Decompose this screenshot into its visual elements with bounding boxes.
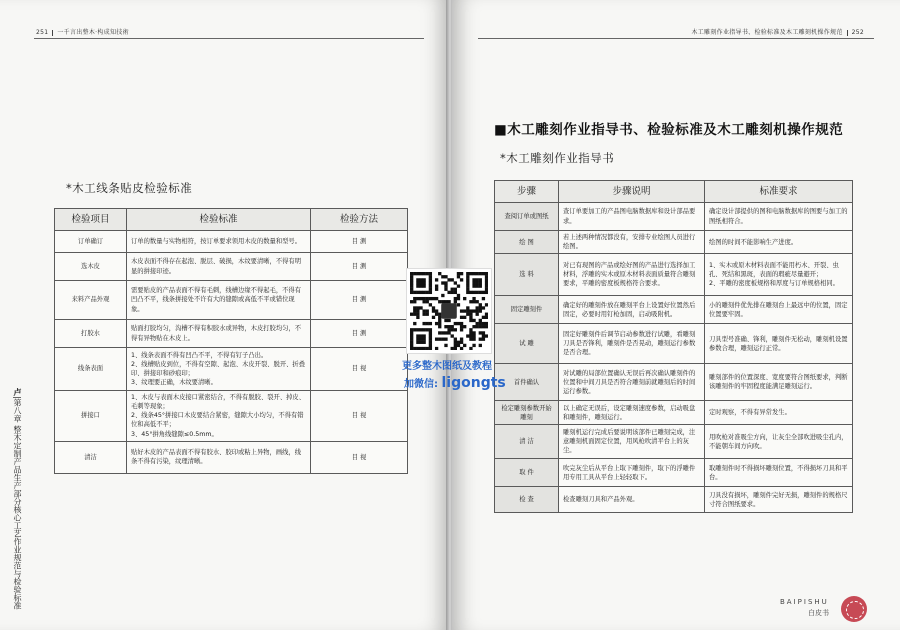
left-page-number: 251 xyxy=(36,29,49,36)
brand-chinese: 白皮书 xyxy=(808,609,829,617)
table-cell-req: 雕刻部件的位置深度、宽度要符合图纸要求，判断该雕刻件的牢固程度能满足雕刻运行。 xyxy=(705,364,853,401)
table-row xyxy=(495,364,853,401)
left-header-rule xyxy=(34,38,424,39)
promo-line: 更多整木图纸及教程 xyxy=(402,361,492,372)
table-cell-standard: 贴好木皮的产品表面不得有胶水、胶印或粘上异物，画线，线条不得有污染，纹理清晰。 xyxy=(127,441,311,473)
table-row xyxy=(495,401,853,425)
table-cell-method: 目 视 xyxy=(311,348,408,391)
inspection-table-header xyxy=(55,209,408,231)
promo-contact xyxy=(404,372,506,391)
table-row xyxy=(55,320,408,348)
table-cell-item: 来料产品外观 xyxy=(55,281,127,320)
table-cell-step: 试 雕 xyxy=(495,324,559,364)
table-row xyxy=(495,254,853,296)
table-cell-step: 取 件 xyxy=(495,459,559,487)
table-cell-method: 目 视 xyxy=(311,391,408,442)
table-cell-step: 查阅订单或图纸 xyxy=(495,203,559,231)
table-cell-step: 检定雕刻参数开始雕刻 xyxy=(495,401,559,425)
table-cell-req: 用吹枪对准吸尘方向，让灰尘全部吹进吸尘孔内，不能朝车间方向吹。 xyxy=(705,425,853,459)
table-cell-standard: 1、线条表面不得有凹凸不平，不得有钉子凸出。 2、线槽贴皮到位，不得有空隙、起泡、木皮开裂、脱开、折叠印、拼接印和砂痕印； 3、纹理要正确，木纹要清晰。 xyxy=(127,348,311,391)
chapter-side-text xyxy=(8,388,22,609)
seal-logo xyxy=(841,596,867,622)
table-row xyxy=(55,348,408,391)
column-header: 步骤说明 xyxy=(559,181,705,203)
chapter-title: |第八章 整木定制产品生产部分核心工艺作业规范与检验标准 xyxy=(13,396,22,610)
column-header: 检验项目 xyxy=(55,209,127,231)
table-row xyxy=(495,425,853,459)
left-section-title: *木工线条贴皮检验标准 xyxy=(66,181,193,195)
column-header: 检验方法 xyxy=(311,209,408,231)
engraving-guide-table xyxy=(494,180,853,513)
table-cell-method: 目 测 xyxy=(311,231,408,253)
table-cell-step: 绘 图 xyxy=(495,231,559,254)
table-cell-step: 检 查 xyxy=(495,487,559,513)
table-cell-desc: 对试雕的局部位置确认无误后再次确认雕刻件的位置和中间刀具是否符合雕刻前就雕刻后的时间运行参数。 xyxy=(559,364,705,401)
table-cell-desc: 查订单要加工的产品图电脑数据库和设计部品要求。 xyxy=(559,203,705,231)
right-section-title: *木工雕刻作业指导书 xyxy=(500,151,615,165)
left-running-head xyxy=(36,27,129,36)
inspection-table xyxy=(54,208,408,474)
table-cell-desc: 固定好雕刻件后调节启动参数进行试雕，看雕刻刀具是否锋利，雕刻件是否晃动，雕刻运行参数是否合理。 xyxy=(559,324,705,364)
column-header: 检验标准 xyxy=(127,209,311,231)
left-page xyxy=(0,0,448,630)
table-cell-standard: 木皮表面不得存在起泡、脱层、破损，木纹要清晰，不得有明显的拼接印迹。 xyxy=(127,253,311,281)
table-cell-method: 目 测 xyxy=(311,281,408,320)
table-row xyxy=(55,253,408,281)
table-cell-method: 目 测 xyxy=(311,320,408,348)
table-row xyxy=(55,281,408,320)
table-row xyxy=(495,324,853,364)
table-cell-desc: 对已有现图的产品或绘好图的产品进行选择加工材料，浮雕的实木或原木材料表面质量符合雕刻要求，平雕的密度板规格符合要求。 xyxy=(559,254,705,296)
table-cell-req: 确定设计部提供的图和电脑数据库的图要与加工的图纸相符合。 xyxy=(705,203,853,231)
table-cell-desc: 确定好的雕刻件放在雕刻平台上设置好位置然后固定，必要时用钉枪加固，启动吸附机。 xyxy=(559,296,705,324)
right-running-head xyxy=(691,27,864,36)
table-cell-req: 1、实木或原木材料表面不能用朽木、开裂、虫孔、死结和黑斑，表面的瑕疵尽量避开； 2、平雕的密度板规格和厚度与订单规格相同。 xyxy=(705,254,853,296)
right-header-rule xyxy=(478,38,874,39)
table-row xyxy=(55,231,408,253)
table-row xyxy=(495,459,853,487)
table-cell-standard: 贴面打胶均匀，沟槽不得有积胶水或异物，木皮打胶均匀，不得有异物贴在木皮上。 xyxy=(127,320,311,348)
table-row xyxy=(495,487,853,513)
table-cell-item: 清洁 xyxy=(55,441,127,473)
promo-contact-label: 加微信: xyxy=(404,379,442,390)
table-cell-desc: 雕刻机运行完成后要说明该部件已雕刻完成，注意雕刻机面固定位置，用风枪吹清平台上的灰尘。 xyxy=(559,425,705,459)
right-main-title: ■木工雕刻作业指导书、检验标准及木工雕刻机操作规范 xyxy=(494,122,844,138)
table-cell-standard: 订单的数量与实物相符，按订单要求领用木皮的数量和型号。 xyxy=(127,231,311,253)
table-cell-method: 目 视 xyxy=(311,441,408,473)
table-cell-item: 选木皮 xyxy=(55,253,127,281)
table-cell-req: 定时观察，不得有异常发生。 xyxy=(705,401,853,425)
table-row xyxy=(55,391,408,442)
table-cell-item: 订单确订 xyxy=(55,231,127,253)
table-cell-req: 刀具型号准确、锋利，雕刻件无松动，雕刻机设置参数合理，雕刻运行正常。 xyxy=(705,324,853,364)
brand-latin: BAIPISHU xyxy=(780,598,829,606)
table-row xyxy=(495,203,853,231)
left-running-title: 一千言出整木·构成知技術 xyxy=(57,29,129,36)
table-cell-req: 刀具没有损坏，雕刻件完好无损，雕刻件的规格尺寸符合图纸要求。 xyxy=(705,487,853,513)
column-header: 步骤 xyxy=(495,181,559,203)
chapter-mark: 卢 xyxy=(13,388,22,396)
table-cell-req: 取雕刻件时不得损坏雕刻位置，不得损坏刀具和平台。 xyxy=(705,459,853,487)
table-cell-desc: 吹完灰尘后从平台上取下雕刻件，取下的浮雕件用专用工具从平台上轻轻取下。 xyxy=(559,459,705,487)
table-cell-step: 选 料 xyxy=(495,254,559,296)
table-cell-desc: 若上述两种情况都没有，安排专业绘图人员进行绘图。 xyxy=(559,231,705,254)
table-cell-item: 拼接口 xyxy=(55,391,127,442)
column-header: 标准要求 xyxy=(705,181,853,203)
table-cell-step: 清 洁 xyxy=(495,425,559,459)
table-row xyxy=(495,296,853,324)
right-running-title: 木工雕刻作业指导书、检验标准及木工雕刻机操作规范 xyxy=(691,29,843,36)
table-cell-item: 打胶水 xyxy=(55,320,127,348)
table-row xyxy=(55,441,408,473)
table-cell-standard: 1、木皮与表面木皮接口紧密结合，不得有脱胶、裂开、掉皮、毛刺等现象； 2、线条45°拼接口木皮要结合紧密，缝隙大小均匀，不得有错位和高低不平； 3、45°拼角线缝隙≤0.5mm。 xyxy=(127,391,311,442)
promo-contact-id: ligongts xyxy=(441,375,506,391)
qr-code-icon xyxy=(406,268,492,354)
table-cell-standard: 需要贴皮的产品表面不得有毛刺，线槽边缘不得起毛，不得有凹凸不平，线条拼接处不许有大的缝隙或高低不平或错位现象。 xyxy=(127,281,311,320)
table-cell-req: 绘图的时间不能影响生产进度。 xyxy=(705,231,853,254)
table-cell-step: 首件确认 xyxy=(495,364,559,401)
table-cell-desc: 检查雕刻刀具和产品外观。 xyxy=(559,487,705,513)
table-cell-method: 目 测 xyxy=(311,253,408,281)
table-cell-item: 线条表面 xyxy=(55,348,127,391)
right-page-number: 252 xyxy=(851,29,864,36)
right-page xyxy=(452,0,900,630)
table-row xyxy=(495,231,853,254)
engraving-table-header xyxy=(495,181,853,203)
table-cell-step: 固定雕刻件 xyxy=(495,296,559,324)
table-cell-desc: 以上确定无误后，设定雕刻速度参数，启动吸盘和雕刻件，雕刻运行。 xyxy=(559,401,705,425)
table-cell-req: 小的雕刻件优先排在雕刻台上最远中的位置，固定位置要牢固。 xyxy=(705,296,853,324)
